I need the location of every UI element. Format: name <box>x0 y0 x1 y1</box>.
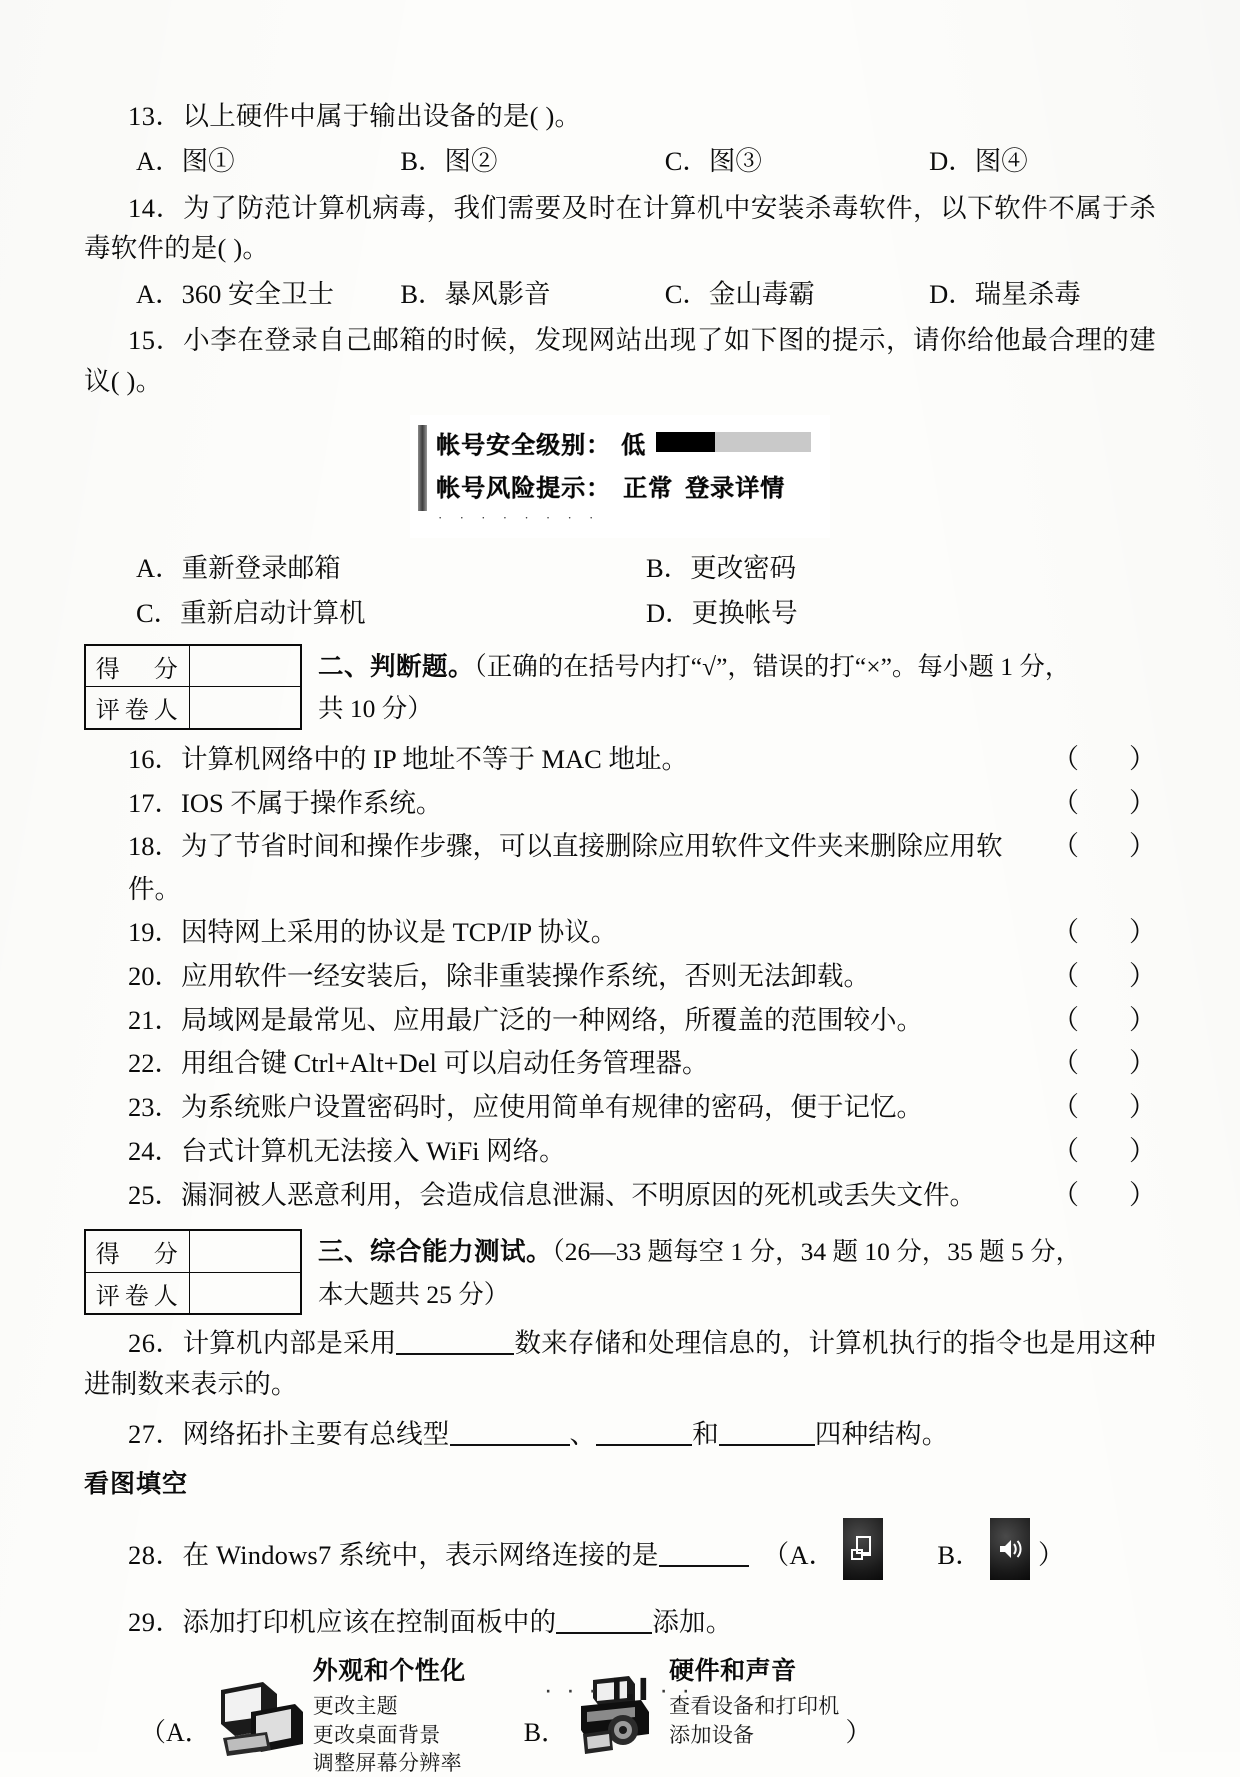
question-14-option-d[interactable]: D．瑞星杀毒 <box>929 278 1081 309</box>
grader-value-cell[interactable] <box>189 1272 301 1314</box>
page-number: Ⅰ.Ⅰ <box>611 1673 651 1708</box>
question-14-option-c[interactable]: C．金山毒霸 <box>664 278 815 309</box>
question-29 <box>84 1602 1156 1642</box>
question-29-choice-b-prefix: B． <box>523 1718 568 1748</box>
question-29-text-part2: 添加。 <box>652 1607 733 1638</box>
security-level-gauge <box>656 432 811 452</box>
list-item <box>84 911 1156 955</box>
item-22-answer-box[interactable]: （ ） <box>1052 1048 1156 1079</box>
account-risk-value: 正常 <box>623 473 673 502</box>
section-2-desc-line1: （正确的在括号内打“√”，错误的打“×”。每小题 1 分， <box>474 651 1071 681</box>
item-16-number: 16． <box>128 743 181 774</box>
question-14-number: 14． <box>128 193 184 224</box>
section-3-desc-line1: （26—33 题每空 1 分，34 题 10 分，35 题 5 分， <box>552 1237 1082 1267</box>
question-13-option-b[interactable]: B．图② <box>400 146 498 177</box>
item-21-answer-box[interactable]: （ ） <box>1052 1004 1156 1035</box>
figure-dotted-row: · · · · · · · · <box>438 509 601 525</box>
question-27 <box>84 1414 1156 1454</box>
table-row <box>85 687 301 729</box>
question-13-option-d[interactable]: D．图④ <box>929 146 1028 177</box>
speaker-volume-icon[interactable] <box>990 1518 1030 1580</box>
item-24-number: 24． <box>128 1135 181 1166</box>
table-row <box>85 1230 301 1272</box>
item-16-text: 计算机网络中的 IP 地址不等于 MAC 地址。 <box>181 743 688 774</box>
item-20-answer-box[interactable]: （ ） <box>1052 961 1156 991</box>
item-19-number: 19． <box>128 917 181 948</box>
question-29-blank[interactable] <box>556 1606 652 1634</box>
item-18-text: 为了节省时间和操作步骤，可以直接删除应用软件文件夹来删除应用软件。 <box>128 831 1003 905</box>
footer-right-dots: · · <box>660 1684 695 1700</box>
question-15-option-a[interactable]: A．重新登录邮箱 <box>136 552 341 583</box>
question-15-option-d[interactable]: D．更换帐号 <box>646 597 798 628</box>
question-26-blank[interactable] <box>396 1328 514 1356</box>
question-27-blank-1[interactable] <box>450 1418 570 1446</box>
question-26-text-part3: 制数来表示的。 <box>110 1368 298 1399</box>
page-footer <box>0 1673 1240 1708</box>
question-13 <box>84 96 1156 136</box>
item-18-number: 18． <box>128 831 181 862</box>
question-27-text-part1: 网络拓扑主要有总线型 <box>182 1418 450 1449</box>
section-2-score-table <box>84 644 302 730</box>
table-row <box>85 645 301 687</box>
question-29-paren-close: ） <box>845 1718 872 1748</box>
question-28-number: 28． <box>128 1540 183 1571</box>
account-risk-label: 帐号风险提示： <box>436 473 611 502</box>
table-row <box>85 1272 301 1314</box>
question-26-number: 26． <box>128 1328 183 1359</box>
question-27-sep1: 、 <box>569 1418 597 1449</box>
question-15-options-row-2 <box>84 593 1156 634</box>
item-19-answer-box[interactable]: （ ） <box>1052 917 1156 948</box>
score-value-cell[interactable] <box>189 1230 301 1272</box>
appearance-link-1[interactable]: 更改主题 <box>312 1694 398 1719</box>
question-29-number: 29． <box>128 1607 183 1638</box>
item-25-text: 漏洞被人恶意利用，会造成信息泄漏、不明原因的死机或丢失文件。 <box>181 1179 976 1210</box>
question-13-option-c[interactable]: C．图③ <box>664 146 762 177</box>
item-23-answer-box[interactable]: （ ） <box>1052 1092 1156 1123</box>
question-13-number: 13． <box>128 101 183 131</box>
item-24-answer-box[interactable]: （ ） <box>1052 1135 1156 1166</box>
item-25-answer-box[interactable]: （ ） <box>1052 1179 1156 1210</box>
question-15-option-b[interactable]: B．更改密码 <box>646 552 797 583</box>
login-details-link[interactable]: 登录详情 <box>685 473 785 502</box>
hardware-link-2[interactable]: 添加设备 <box>669 1722 755 1747</box>
list-item <box>84 999 1156 1043</box>
hardware-link-1[interactable]: 查看设备和打印机 <box>669 1694 840 1719</box>
question-15-text: 小李在登录自己邮箱的时候，发现网站出现了如下图的提示，请你给他最合理的建议( )。 <box>84 325 1157 396</box>
grader-label: 评卷人 <box>85 1272 189 1314</box>
question-15 <box>84 320 1156 401</box>
question-14 <box>84 188 1156 269</box>
score-label: 得 分 <box>85 1230 189 1272</box>
question-15-option-c[interactable]: C．重新启动计算机 <box>136 597 366 628</box>
network-monitor-icon[interactable] <box>843 1518 883 1580</box>
item-17-answer-box[interactable]: （ ） <box>1052 787 1156 818</box>
item-16-answer-box[interactable]: （ ） <box>1052 743 1156 774</box>
question-26 <box>84 1323 1156 1404</box>
question-14-options <box>84 275 1156 315</box>
mail-security-box <box>410 415 830 538</box>
item-23-number: 23． <box>128 1092 181 1123</box>
account-risk-row <box>436 468 830 503</box>
item-21-number: 21． <box>128 1004 181 1035</box>
appearance-link-2[interactable]: 更改桌面背景 <box>312 1722 441 1747</box>
item-17-text: IOS 不属于操作系统。 <box>181 787 443 818</box>
item-20-text: 应用软件一经安装后，除非重装操作系统，否则无法卸载。 <box>181 961 870 991</box>
section-3-score-table <box>84 1229 302 1315</box>
list-item <box>84 738 1156 782</box>
question-15-options-row-1 <box>84 548 1156 589</box>
section-2-header <box>84 644 1156 730</box>
account-security-level-value: 低 <box>621 430 646 459</box>
list-item <box>84 955 1156 999</box>
section-3-desc-line2: 本大题共 25 分） <box>318 1279 510 1309</box>
list-item <box>84 1086 1156 1130</box>
question-26-text-part1: 计算机内部是采用 <box>182 1328 397 1359</box>
question-13-option-a[interactable]: A．图① <box>136 146 235 177</box>
question-28-paren-open: （A． <box>762 1540 836 1571</box>
question-26-text-part2: 数来存储和处理信息的，计算机执行的指令也是用这种进 <box>84 1328 1156 1399</box>
question-27-blank-3[interactable] <box>719 1418 815 1446</box>
question-28-text: 在 Windows7 系统中，表示网络连接的是 <box>182 1540 659 1571</box>
grader-label: 评卷人 <box>85 687 189 729</box>
footer-left-dots: · · · <box>545 1684 602 1700</box>
vertical-accent-bar <box>418 425 427 511</box>
item-17-number: 17． <box>128 787 181 818</box>
item-22-text: 用组合键 Ctrl+Alt+Del 可以启动任务管理器。 <box>181 1048 709 1079</box>
question-27-sep2: 和 <box>692 1418 719 1449</box>
question-28 <box>84 1518 1156 1580</box>
section-2-heading: 二、判断题。 <box>318 651 475 682</box>
mail-security-figure <box>84 415 1156 538</box>
hardware-title: 硬件和声音 <box>669 1656 797 1686</box>
item-22-number: 22． <box>128 1048 181 1079</box>
section-3-header <box>84 1229 1156 1315</box>
question-14-option-b[interactable]: B．暴风影音 <box>400 278 551 309</box>
item-21-text: 局域网是最常见、应用最广泛的一种网络，所覆盖的范围较小。 <box>181 1004 923 1035</box>
list-item <box>84 825 1156 911</box>
question-28-blank[interactable] <box>659 1539 749 1567</box>
question-27-text-part2: 四种结构。 <box>814 1418 949 1449</box>
question-27-blank-2[interactable] <box>596 1418 692 1446</box>
account-security-level-row <box>436 425 830 460</box>
item-23-text: 为系统账户设置密码时，应使用简单有规律的密码，便于记忆。 <box>181 1092 923 1123</box>
true-false-list <box>84 738 1156 1217</box>
item-20-number: 20． <box>128 961 181 991</box>
list-item <box>84 782 1156 826</box>
item-25-number: 25． <box>128 1179 181 1210</box>
list-item <box>84 1130 1156 1174</box>
section-3-heading: 三、综合能力测试。 <box>318 1237 553 1268</box>
question-15-number: 15． <box>128 325 184 356</box>
question-14-option-a[interactable]: A．360 安全卫士 <box>136 278 335 309</box>
item-24-text: 台式计算机无法接入 WiFi 网络。 <box>181 1135 566 1166</box>
section-2-description <box>318 644 1070 730</box>
score-value-cell[interactable] <box>189 645 301 687</box>
item-18-answer-box[interactable]: （ ） <box>1052 831 1156 862</box>
picture-fill-title: 看图填空 <box>84 1469 189 1499</box>
item-19-text: 因特网上采用的协议是 TCP/IP 协议。 <box>181 917 618 948</box>
section-3-description <box>318 1229 1081 1315</box>
score-label: 得 分 <box>85 645 189 687</box>
account-security-level-label: 帐号安全级别： <box>436 430 611 459</box>
question-27-number: 27． <box>128 1418 183 1449</box>
question-28-label-b: B． <box>937 1540 982 1571</box>
section-2-desc-line2: 共 10 分） <box>318 694 433 724</box>
question-29-choice-a-prefix: （A． <box>140 1718 211 1748</box>
question-28-paren-close: ） <box>1037 1540 1065 1571</box>
question-13-options <box>84 142 1156 182</box>
list-item <box>84 1174 1156 1218</box>
question-13-text: 以上硬件中属于输出设备的是( )。 <box>182 101 582 131</box>
grader-value-cell[interactable] <box>189 687 301 729</box>
appearance-title: 外观和个性化 <box>312 1656 466 1686</box>
question-14-text: 为了防范计算机病毒，我们需要及时在计算机中安装杀毒软件，以下软件不属于杀毒软件的是( )。 <box>84 193 1157 264</box>
question-29-text-part1: 添加打印机应该在控制面板中的 <box>182 1607 557 1638</box>
appearance-link-3[interactable]: 调整屏幕分辨率 <box>312 1750 462 1775</box>
list-item <box>84 1042 1156 1086</box>
